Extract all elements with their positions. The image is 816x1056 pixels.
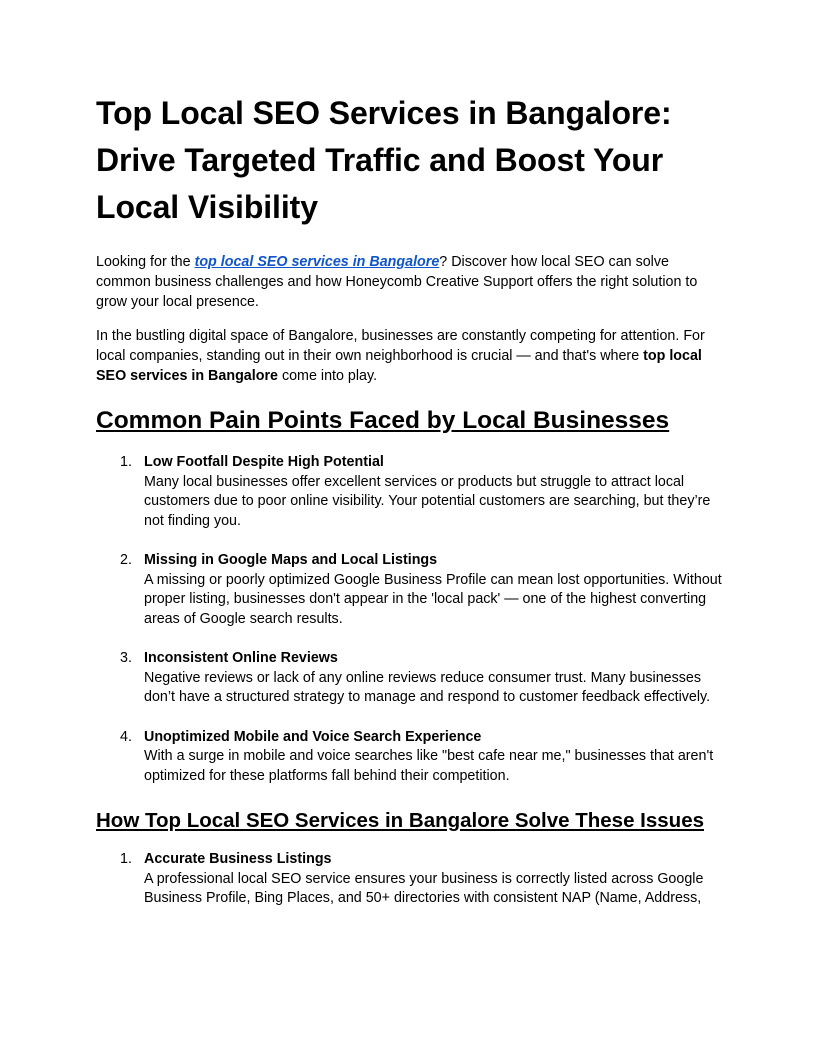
context-text: In the bustling digital space of Bangalore, businesses are constantly competing for attention. For local companies, standing out in their own neighborhood is crucial — and that's where (96, 328, 705, 364)
document-page (96, 90, 724, 929)
list-item-desc: A missing or poorly optimized Google Business Profile can mean lost opportunities. Without proper listing, businesses don't appear in the 'local pack' — one of the highest converting areas of Google search results. (144, 571, 722, 627)
list-number: 3. (120, 650, 132, 666)
pain-points-heading: Common Pain Points Faced by Local Businesses (96, 407, 670, 434)
list-item-desc: A professional local SEO service ensures your business is correctly listed across Google Business Profile, Bing Places, and 50+ directories with consistent NAP (Name, Address, (144, 870, 704, 906)
list-number: 2. (120, 552, 132, 568)
list-item (96, 649, 724, 708)
intro-paragraph (96, 252, 724, 312)
list-number: 4. (120, 728, 132, 745)
list-item-title: Missing in Google Maps and Local Listings (144, 552, 438, 568)
list-item-desc: Negative reviews or lack of any online reviews reduce consumer trust. Many businesses don’t have a structured strategy to manage and respond to customer feedback effectively. (144, 669, 711, 705)
context-bold: top local SEO services in Bangalore (96, 348, 702, 384)
list-item (96, 551, 724, 629)
list-item (96, 850, 724, 909)
solutions-list (96, 850, 724, 909)
list-number: 1. (120, 851, 132, 867)
list-number: 1. (120, 454, 132, 470)
context-end: come into play. (277, 368, 378, 384)
list-item-title: Accurate Business Listings (144, 851, 332, 867)
list-item-desc: With a surge in mobile and voice searches like "best cafe near me," businesses that aren't optimized for these platforms fall behind their competition. (144, 748, 714, 784)
list-item-title: Unoptimized Mobile and Voice Search Experience (144, 728, 482, 745)
pain-points-list (96, 453, 724, 786)
page-title: Top Local SEO Services in Bangalore: Drive Targeted Traffic and Boost Your Local Visibility (96, 95, 672, 225)
intro-suffix: ? Discover how local SEO can solve common business challenges and how Honeycomb Creative Support offers the right solution to grow your local presence. (96, 254, 698, 310)
solutions-heading: How Top Local SEO Services in Bangalore Solve These Issues (96, 809, 704, 832)
list-item-title: Low Footfall Despite High Potential (144, 454, 384, 470)
list-item-desc: Many local businesses offer excellent services or products but struggle to attract local customers due to poor online visibility. Your potential customers are searching, but they’re not finding you. (144, 473, 711, 529)
context-paragraph (96, 326, 724, 386)
list-item (96, 728, 724, 787)
list-item-title: Inconsistent Online Reviews (144, 650, 338, 666)
seo-services-link[interactable]: top local SEO services in Bangalore (194, 254, 440, 270)
list-item (96, 453, 724, 531)
intro-prefix: Looking for the (96, 254, 195, 270)
